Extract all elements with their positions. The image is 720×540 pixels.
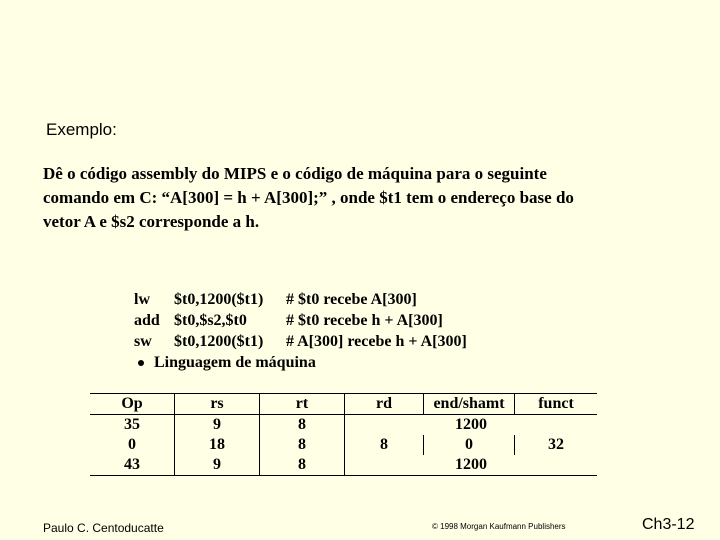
header-op: Op <box>90 394 175 415</box>
code-line <box>134 310 467 331</box>
header-rs: rs <box>175 394 260 415</box>
code-line <box>134 331 467 352</box>
table-cell: 18 <box>175 435 260 455</box>
bullet-icon <box>138 360 144 366</box>
header-rt: rt <box>260 394 345 415</box>
code-comment: # A[300] recebe h + A[300] <box>286 333 467 350</box>
table-cell: 1200 <box>345 455 598 476</box>
table-cell: 0 <box>128 436 136 453</box>
table-cell: 9 <box>175 415 260 436</box>
header-funct: funct <box>515 394 598 415</box>
machine-code-table <box>90 393 597 476</box>
footer-copyright: © 1998 Morgan Kaufmann Publishers <box>432 522 566 531</box>
code-comment: # $t0 recebe A[300] <box>286 291 417 308</box>
header-shamt: end/shamt <box>424 394 515 415</box>
table-cell: 32 <box>515 435 598 455</box>
table-cell: 0 <box>424 435 515 455</box>
table-cell: 8 <box>260 455 345 476</box>
code-args: $t0,1200($t1) <box>174 291 264 308</box>
footer-author: Paulo C. Centoducatte <box>43 521 164 535</box>
code-op: sw <box>134 333 152 350</box>
table-row <box>90 435 597 455</box>
table-cell: 9 <box>175 455 260 476</box>
table-row <box>90 415 597 436</box>
table-cell: 8 <box>345 435 424 455</box>
table-cell: 8 <box>260 415 345 436</box>
footer-page-number: Ch3-12 <box>642 516 695 533</box>
code-op: add <box>134 312 160 329</box>
code-op: lw <box>134 291 150 308</box>
question-text: Dê o código assembly do MIPS e o código de máquina para o seguinte comando em C: “A[300] = h + A[300];” , onde $t1 tem o endereço base do vetor A e $s2 corresponde a h. <box>43 164 574 231</box>
table-cell: 43 <box>90 455 175 476</box>
table-header-row <box>90 394 597 415</box>
code-comment: # $t0 recebe h + A[300] <box>286 312 443 329</box>
code-args: $t0,$s2,$t0 <box>174 312 247 329</box>
table-row <box>90 455 597 476</box>
table-cell: 1200 <box>345 415 598 436</box>
code-args: $t0,1200($t1) <box>174 333 264 350</box>
bullet-item <box>134 352 467 373</box>
slide-heading: Exemplo: <box>46 120 117 139</box>
assembly-code <box>134 289 467 373</box>
code-line <box>134 289 467 310</box>
header-rd: rd <box>345 394 424 415</box>
table-cell: 8 <box>260 435 345 455</box>
table-cell: 35 <box>124 416 140 433</box>
bullet-text: Linguagem de máquina <box>154 354 316 371</box>
